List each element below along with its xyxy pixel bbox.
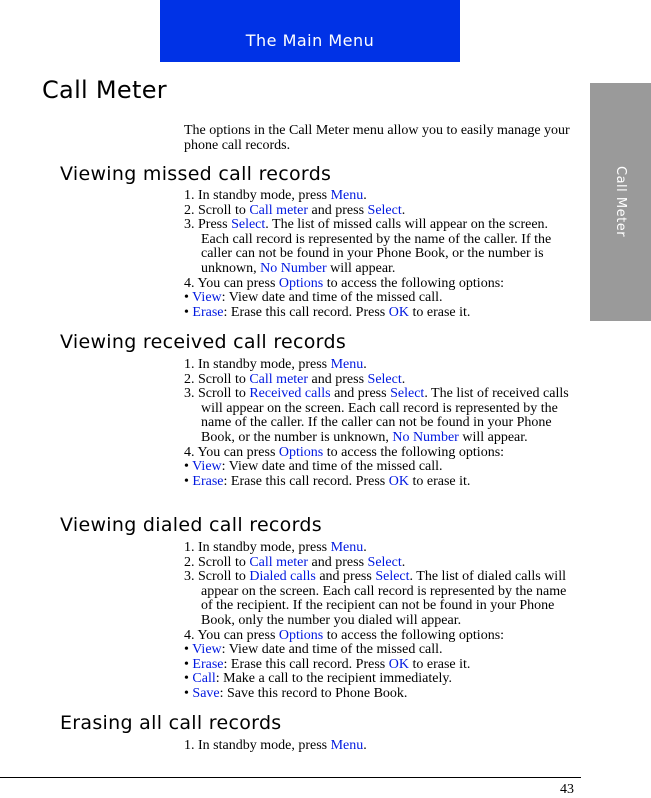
instruction-text: . The list of received calls will appear on the screen. Each call record is represented by the name of the caller. If the caller can not be found in your Phone Book, or the number is unknown,: [201, 386, 569, 445]
menu-keyword: Save: [192, 685, 220, 701]
step-item: [184, 204, 579, 219]
instruction-text: to erase it.: [408, 304, 471, 320]
option-bullet-item: [184, 658, 579, 673]
step-item: [184, 373, 579, 388]
option-bullet-item: [184, 475, 579, 490]
instruction-text: •: [184, 642, 193, 658]
instruction-text: 1. In standby mode, press: [184, 540, 331, 555]
step-item: [184, 541, 579, 556]
menu-keyword: Select: [375, 569, 410, 585]
option-bullet-item: [184, 687, 579, 702]
side-tab-label: Call Meter: [613, 166, 628, 238]
instruction-text: 1. In standby mode, press: [184, 738, 331, 753]
footer-divider: [0, 777, 581, 778]
instruction-text: •: [184, 290, 193, 306]
instruction-text: 2. Scroll to: [184, 554, 250, 570]
menu-keyword: Select: [367, 371, 402, 387]
instruction-text: 3. Press: [184, 217, 232, 233]
menu-keyword: Call: [192, 671, 216, 687]
step-item: [184, 358, 579, 373]
instruction-text: . The list of missed calls will appear on the screen. Each call record is represented by the name of the caller. If the caller can not be found in your Phone Book, or the number is unknown,: [201, 217, 552, 276]
menu-keyword: Dialed calls: [249, 569, 316, 585]
menu-keyword: No Number: [260, 260, 327, 276]
instruction-text: .: [401, 554, 406, 570]
instruction-text: 3. Scroll to: [184, 386, 250, 402]
instruction-text: .: [363, 357, 367, 372]
instruction-text: : View date and time of the missed call.: [221, 459, 443, 475]
header-tab-title: The Main Menu: [245, 31, 375, 50]
instruction-text: 4. You can press: [184, 275, 279, 291]
menu-keyword: Menu: [330, 540, 364, 555]
instruction-text: .: [363, 540, 367, 555]
instruction-text: •: [184, 473, 193, 489]
step-item: [184, 387, 579, 445]
page-number: 43: [560, 782, 574, 797]
menu-keyword: Erase: [192, 473, 224, 489]
section-list-missed: [184, 189, 579, 320]
section-heading-dialed: Viewing dialed call records: [60, 514, 322, 536]
instruction-text: and press: [308, 371, 368, 387]
menu-keyword: View: [192, 642, 222, 658]
header-tab: [160, 0, 460, 62]
menu-keyword: Received calls: [249, 386, 331, 402]
option-bullet-item: [184, 672, 579, 687]
instruction-text: 4. You can press: [184, 444, 279, 460]
step-item: [184, 218, 579, 276]
menu-keyword: Select: [231, 217, 266, 233]
section-heading-missed: Viewing missed call records: [60, 163, 332, 185]
menu-keyword: Options: [278, 444, 324, 460]
option-bullet-item: [184, 460, 579, 475]
side-tab: [590, 83, 651, 321]
instruction-text: •: [184, 459, 193, 475]
instruction-text: •: [184, 671, 193, 687]
menu-keyword: View: [192, 290, 222, 306]
instruction-text: 4. You can press: [184, 627, 279, 643]
instruction-text: •: [184, 685, 193, 701]
menu-keyword: No Number: [392, 429, 459, 445]
step-item: [184, 277, 579, 292]
instruction-text: .: [401, 202, 406, 218]
section-list-erasing: [184, 739, 579, 754]
instruction-text: .: [401, 371, 406, 387]
instruction-text: and press: [315, 569, 376, 585]
instruction-text: and press: [330, 386, 391, 402]
menu-keyword: Erase: [192, 656, 224, 672]
menu-keyword: OK: [388, 304, 409, 320]
step-item: [184, 570, 579, 628]
menu-keyword: OK: [388, 656, 409, 672]
instruction-text: will appear.: [458, 429, 528, 445]
step-item: [184, 189, 579, 204]
menu-keyword: Menu: [330, 357, 364, 372]
instruction-text: .: [363, 188, 367, 203]
menu-keyword: View: [192, 459, 222, 475]
menu-keyword: Call meter: [249, 554, 309, 570]
instruction-text: to access the following options:: [323, 444, 505, 460]
menu-keyword: OK: [388, 473, 409, 489]
instruction-text: 1. In standby mode, press: [184, 357, 331, 372]
option-bullet-item: [184, 306, 579, 321]
step-item: [184, 739, 579, 754]
instruction-text: : Save this record to Phone Book.: [219, 685, 408, 701]
menu-keyword: Erase: [192, 304, 224, 320]
menu-keyword: Options: [278, 627, 324, 643]
section-heading-erasing: Erasing all call records: [60, 712, 282, 734]
menu-keyword: Call meter: [249, 202, 309, 218]
instruction-text: to erase it.: [408, 473, 471, 489]
menu-keyword: Select: [367, 202, 402, 218]
instruction-text: : Make a call to the recipient immediately.: [215, 671, 452, 687]
menu-keyword: Menu: [330, 738, 364, 753]
intro-paragraph: The options in the Call Meter menu allow you to easily manage your phone call records.: [184, 123, 570, 153]
menu-keyword: Select: [390, 386, 425, 402]
instruction-text: and press: [308, 554, 368, 570]
step-item: [184, 556, 579, 571]
instruction-text: •: [184, 656, 193, 672]
step-item: [184, 446, 579, 461]
instruction-text: to access the following options:: [323, 627, 505, 643]
instruction-text: 2. Scroll to: [184, 371, 250, 387]
instruction-text: : View date and time of the missed call.: [221, 290, 443, 306]
menu-keyword: Call meter: [249, 371, 309, 387]
menu-keyword: Menu: [330, 188, 364, 203]
instruction-text: to access the following options:: [323, 275, 505, 291]
instruction-text: and press: [308, 202, 368, 218]
instruction-text: : Erase this call record. Press: [223, 304, 389, 320]
instruction-text: 2. Scroll to: [184, 202, 250, 218]
menu-keyword: Options: [278, 275, 324, 291]
instruction-text: : View date and time of the missed call.: [221, 642, 443, 658]
section-list-dialed: [184, 541, 579, 702]
instruction-text: to erase it.: [408, 656, 471, 672]
menu-keyword: Select: [367, 554, 402, 570]
instruction-text: .: [363, 738, 367, 753]
section-list-received: [184, 358, 579, 489]
instruction-text: . The list of dialed calls will appear on the screen. Each call record is represented by the name of the recipient. If the recipient can not be found in your Phone Book, only the number you dialed will appear.: [201, 569, 567, 628]
instruction-text: : Erase this call record. Press: [223, 656, 389, 672]
instruction-text: •: [184, 304, 193, 320]
instruction-text: 3. Scroll to: [184, 569, 250, 585]
option-bullet-item: [184, 291, 579, 306]
option-bullet-item: [184, 643, 579, 658]
instruction-text: 1. In standby mode, press: [184, 188, 331, 203]
page-title: Call Meter: [42, 76, 167, 104]
instruction-text: will appear.: [326, 260, 396, 276]
section-heading-received: Viewing received call records: [60, 331, 347, 353]
step-item: [184, 629, 579, 644]
instruction-text: : Erase this call record. Press: [223, 473, 389, 489]
